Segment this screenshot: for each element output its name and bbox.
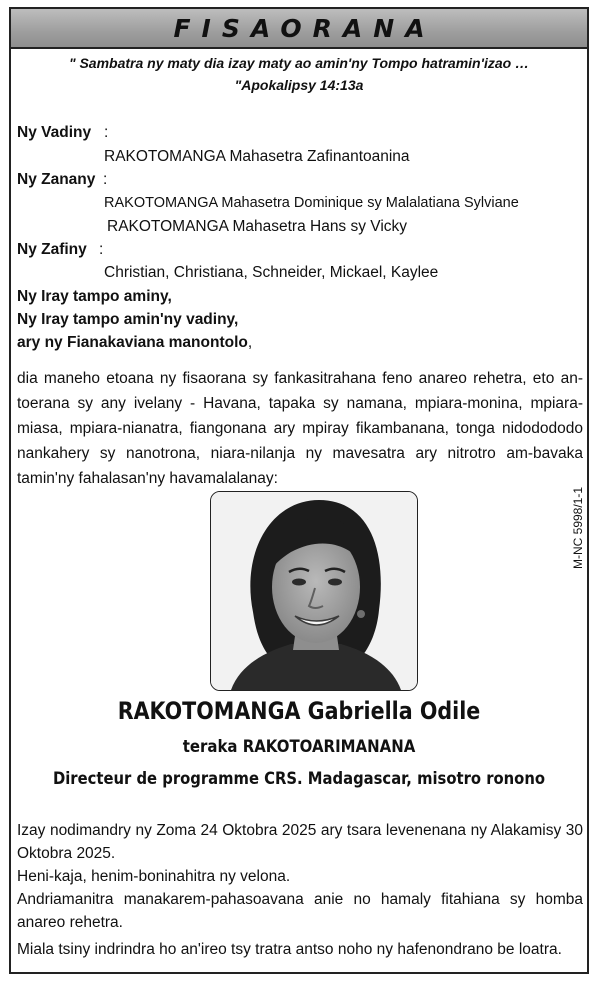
announcement-frame — [9, 7, 589, 974]
deceased-maiden-name: teraka RAKOTOARIMANANA — [182, 737, 416, 757]
vadiny-colon: : — [104, 124, 109, 141]
siblings-in-law-line: Ny Iray tampo amin'ny vadiny, — [17, 311, 239, 328]
deceased-photo — [210, 491, 418, 691]
details-block — [17, 819, 583, 934]
zafiny-names: Christian, Christiana, Schneider, Mickael, Kaylee — [104, 264, 439, 281]
zanany-name-2: RAKOTOMANGA Mahasetra Hans sy Vicky — [107, 218, 408, 235]
siblings-line: Ny Iray tampo aminy, — [17, 288, 172, 305]
bible-quote: " Sambatra ny maty dia izay maty ao amin'ny Tompo hatramin'izao … — [68, 55, 530, 71]
whole-family-line — [17, 334, 252, 352]
zanany-name-1: RAKOTOMANGA Mahasetra Dominique sy Malalatiana Sylviane — [104, 195, 519, 211]
zanany-label — [17, 171, 95, 189]
blessing-line: Andriamanitra manakarem-pahasoavana anie no hamaly fitahiana sy homba anareo rehetra. — [17, 891, 583, 931]
zafiny-label-text: Ny Zafiny — [17, 241, 87, 258]
vadiny-label — [17, 124, 91, 142]
whole-family-text: ary ny Fianakaviana manontolo — [17, 334, 248, 351]
bible-reference: "Apokalipsy 14:13a — [234, 77, 364, 93]
death-date-line: Izay nodimandry ny Zoma 24 Oktobra 2025 ary tsara levenenana ny Alakamisy 30 Oktobra 2025. — [17, 822, 583, 862]
header-banner — [11, 9, 587, 49]
portrait-illustration — [211, 492, 417, 690]
page-title: FISAORANA — [173, 13, 436, 43]
zafiny-colon: : — [99, 241, 104, 258]
closing-apology: Miala tsiny indrindra ho an'ireo tsy tratra antso noho ny hafenondrano be loatra. — [17, 941, 562, 958]
vadiny-name: RAKOTOMANGA Mahasetra Zafinantoanina — [104, 148, 410, 165]
zanany-label-text: Ny Zanany — [17, 171, 96, 188]
vadiny-label-text: Ny Vadiny — [17, 124, 92, 141]
honor-line: Heni-kaja, henim-boninahitra ny velona. — [17, 868, 291, 885]
whole-family-comma: , — [247, 334, 253, 351]
zanany-colon: : — [103, 171, 108, 188]
deceased-name: RAKOTOMANGA Gabriella Odile — [117, 697, 481, 725]
zafiny-label — [17, 241, 87, 259]
ad-reference-code: M-NC 5998/1-1 — [571, 486, 585, 569]
thanks-paragraph: dia maneho etoana ny fisaorana sy fankasitrahana feno anareo rehetra, eto an-toerana sy any ivelany - Havana, tapaka sy namana, mpiara-monina, mpiara-miasa, mpiara-nianatra, fiangonana ary mpiray fikambanana, tonga nidodododo nankahery sy nanotrona, niara-nilanja ny mavesatra ary nitrotro am-bavaka tamin'ny fahalasan'ny havamalalanay: — [17, 370, 583, 487]
deceased-role: Directeur de programme CRS. Madagascar, misotro ronono — [52, 769, 546, 789]
